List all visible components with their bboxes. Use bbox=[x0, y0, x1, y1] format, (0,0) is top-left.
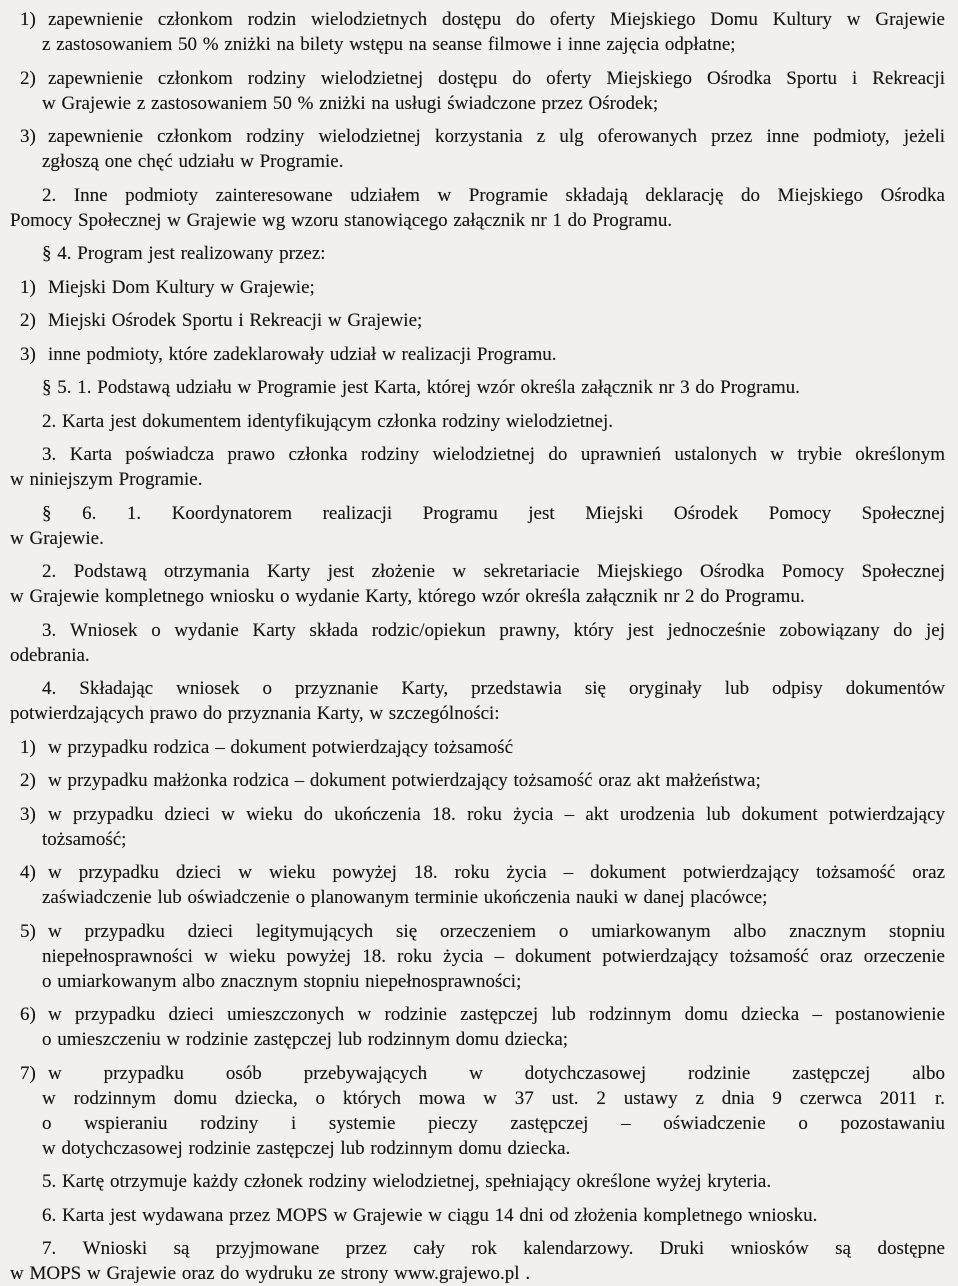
list-number: 2) bbox=[20, 310, 36, 331]
text-line: inne podmioty, które zadeklarowały udział w realizacji Programu. bbox=[48, 343, 557, 365]
text-line: o umieszczeniu w rodzinie zastępczej lub rodzinnym domu dziecka; bbox=[42, 1029, 569, 1050]
text-line: niepełnosprawności w wieku powyżej 18. roku życia – dokument potwierdzający tożsamość oraz orzeczenie bbox=[42, 945, 945, 967]
list-paragraph bbox=[20, 124, 945, 174]
text-line: 3. Wniosek o wydanie Karty składa rodzic/opiekun prawny, który jest jednocześnie zobowiązany do jej bbox=[42, 619, 945, 641]
paragraph bbox=[10, 618, 945, 668]
text-line: w Grajewie. bbox=[10, 527, 104, 549]
paragraph bbox=[10, 676, 945, 726]
text-line: o wspieraniu rodziny i systemie pieczy zastępczej – oświadczenie o pozostawaniu bbox=[42, 1112, 945, 1134]
text-line: w przypadku osób przebywających w dotychczasowej rodzinie zastępczej albo bbox=[48, 1062, 945, 1084]
text-line: o umiarkowanym albo znacznym stopniu niepełnosprawności; bbox=[42, 970, 522, 992]
list-paragraph bbox=[20, 342, 945, 367]
text-line: zapewnienie członkom rodziny wielodzietnej korzystania z ulg oferowanych przez inne podmioty, jeżeli bbox=[48, 126, 945, 147]
text-line: potwierdzających prawo do przyznania Karty, w szczególności: bbox=[10, 703, 500, 724]
text-line: w Grajewie kompletnego wniosku o wydanie Karty, którego wzór określa załącznik nr 2 do Programu. bbox=[10, 586, 805, 607]
list-number: 7) bbox=[20, 1062, 36, 1084]
text-line: zgłoszą one chęć udziału w Programie. bbox=[42, 151, 344, 172]
text-line: 2. Inne podmioty zainteresowane udziałem w Programie składają deklarację do Miejskiego Ośrodka bbox=[42, 184, 945, 206]
paragraph bbox=[10, 559, 945, 609]
list-paragraph bbox=[20, 66, 945, 116]
list-paragraph bbox=[20, 735, 945, 760]
text-line: 5. Kartę otrzymuje każdy członek rodziny wielodzietnej, spełniający określone wyżej kryteria. bbox=[42, 1171, 772, 1192]
text-line: Pomocy Społecznej w Grajewie wg wzoru stanowiącego załącznik nr 1 do Programu. bbox=[10, 209, 673, 231]
list-number: 3) bbox=[20, 343, 36, 365]
text-line: 7. Wnioski są przyjmowane przez cały rok kalendarzowy. Druki wniosków są dostępne bbox=[42, 1238, 945, 1259]
text-line: w przypadku małżonka rodzica – dokument potwierdzający tożsamość oraz akt małżeństwa; bbox=[48, 770, 761, 791]
text-line: Miejski Dom Kultury w Grajewie; bbox=[48, 276, 315, 298]
list-number: 1) bbox=[20, 276, 36, 298]
paragraph bbox=[10, 241, 945, 266]
list-number: 3) bbox=[20, 126, 36, 147]
list-paragraph bbox=[20, 1002, 945, 1052]
list-paragraph bbox=[20, 919, 945, 994]
text-line: w przypadku rodzica – dokument potwierdzający tożsamość bbox=[48, 736, 514, 758]
text-line: w przypadku dzieci w wieku powyżej 18. roku życia – dokument potwierdzający tożsamość oraz bbox=[48, 862, 945, 883]
text-line: § 6. 1. Koordynatorem realizacji Programu jest Miejski Ośrodek Pomocy Społecznej bbox=[42, 502, 945, 524]
list-number: 1) bbox=[20, 736, 36, 758]
text-line: w rodzinnym domu dziecka, o których mowa w 37 ust. 2 ustawy z dnia 9 czerwca 2011 r. bbox=[42, 1087, 945, 1109]
text-line: zapewnienie członkom rodziny wielodzietnej dostępu do oferty Miejskiego Ośrodka Sportu i Rekreacji bbox=[48, 67, 945, 89]
list-number: 6) bbox=[20, 1004, 36, 1025]
list-paragraph bbox=[20, 275, 945, 300]
text-line: § 5. 1. Podstawą udziału w Programie jest Karta, której wzór określa załącznik nr 3 do Programu. bbox=[42, 377, 800, 398]
text-line: tożsamość; bbox=[42, 828, 127, 850]
text-line: Miejski Ośrodek Sportu i Rekreacji w Grajewie; bbox=[48, 310, 423, 331]
text-line: w niniejszym Programie. bbox=[10, 469, 203, 490]
paragraph bbox=[10, 501, 945, 551]
list-number: 2) bbox=[20, 770, 36, 791]
text-line: z zastosowaniem 50 % zniżki na bilety wstępu na seanse filmowe i inne zajęcia odpłatne; bbox=[42, 34, 736, 55]
text-line: w Grajewie z zastosowaniem 50 % zniżki na usługi świadczone przez Ośrodek; bbox=[42, 92, 659, 114]
text-line: 6. Karta jest wydawana przez MOPS w Grajewie w ciągu 14 dni od złożenia kompletnego wniosku. bbox=[42, 1204, 818, 1226]
text-line: zaświadczenie lub oświadczenie o planowanym terminie ukończenia nauki w danej placówce; bbox=[42, 887, 768, 908]
list-number: 5) bbox=[20, 920, 36, 942]
text-line: 2. Karta jest dokumentem identyfikującym członka rodziny wielodzietnej. bbox=[42, 410, 614, 432]
list-paragraph bbox=[20, 1061, 945, 1161]
paragraph bbox=[10, 183, 945, 233]
text-line: 3. Karta poświadcza prawo członka rodziny wielodzietnej do uprawnień ustalonych w trybie określonym bbox=[42, 444, 945, 465]
list-paragraph bbox=[20, 768, 945, 793]
text-line: 2. Podstawą otrzymania Karty jest złożenie w sekretariacie Miejskiego Ośrodka Pomocy Społecznej bbox=[42, 561, 945, 582]
text-line: § 4. Program jest realizowany przez: bbox=[42, 243, 326, 264]
list-number: 1) bbox=[20, 9, 36, 30]
text-line: zapewnienie członkom rodzin wielodzietnych dostępu do oferty Miejskiego Domu Kultury w Grajewie bbox=[48, 9, 945, 30]
list-paragraph bbox=[20, 308, 945, 333]
text-line: odebrania. bbox=[10, 644, 90, 666]
paragraph bbox=[10, 409, 945, 434]
list-number: 4) bbox=[20, 862, 36, 883]
list-paragraph bbox=[20, 802, 945, 852]
text-line: w dotychczasowej rodzinie zastępczej lub rodzinnym domu dziecka. bbox=[42, 1137, 571, 1159]
list-paragraph bbox=[20, 860, 945, 910]
paragraph bbox=[10, 1169, 945, 1194]
text-line: w przypadku dzieci umieszczonych w rodzinie zastępczej lub rodzinnym domu dziecka – postanowienie bbox=[48, 1004, 945, 1025]
text-line: w MOPS w Grajewie oraz do wydruku ze strony www.grajewo.pl . bbox=[10, 1263, 531, 1284]
paragraph bbox=[10, 442, 945, 492]
paragraph bbox=[10, 1236, 945, 1286]
list-number: 2) bbox=[20, 67, 36, 89]
list-paragraph bbox=[20, 7, 945, 57]
list-number: 3) bbox=[20, 803, 36, 825]
text-line: w przypadku dzieci legitymujących się orzeczeniem o umiarkowanym albo znacznym stopniu bbox=[48, 920, 945, 942]
text-line: 4. Składając wniosek o przyznanie Karty, przedstawia się oryginały lub odpisy dokumentów bbox=[42, 678, 945, 699]
paragraph bbox=[10, 1203, 945, 1228]
paragraph bbox=[10, 375, 945, 400]
text-line: w przypadku dzieci w wieku do ukończenia 18. roku życia – akt urodzenia lub dokument potwierdzający bbox=[48, 803, 945, 825]
